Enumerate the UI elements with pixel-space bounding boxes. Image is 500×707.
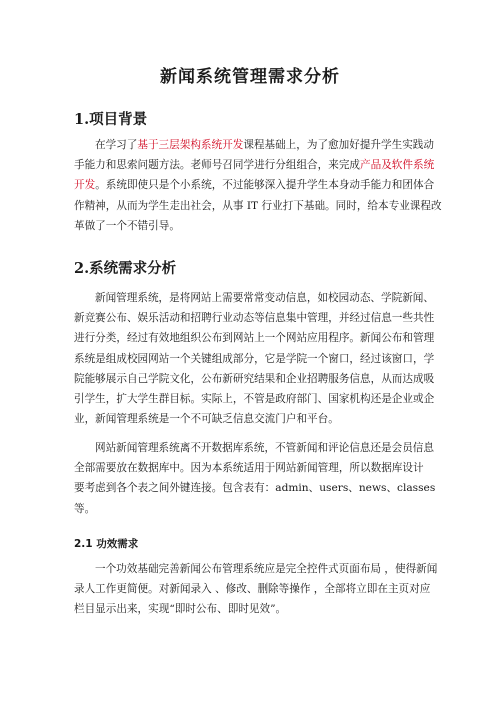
paragraph-line: 要考虑到各个表之间外键连接。包含表有：admin、users、news、classes bbox=[74, 482, 436, 495]
paragraph-line: 系统是组成校园网站一个关键组成部分，它是学院一个窗口，经过该窗口，学 bbox=[74, 352, 435, 365]
paragraph-line: 新闻管理系统，是将网站上需要常常变动信息，如校园动态、学院新闻、 bbox=[95, 292, 434, 304]
paragraph-project-background bbox=[74, 135, 442, 236]
paragraph-line bbox=[74, 135, 434, 155]
section-heading-requirements: 2.系统需求分析 bbox=[74, 260, 177, 277]
paragraph-line: 院能够展示自己学院文化，公布新研究结果和企业招聘服务信息，从而达成吸 bbox=[74, 372, 435, 385]
paragraph-line: 业，新闻管理系统是一个不可缺乏信息交流门户和平台。 bbox=[74, 413, 339, 426]
text-run: 在学习了 bbox=[95, 139, 138, 151]
highlighted-text: 开发 bbox=[74, 179, 96, 192]
text-run: 课程基础上，为了愈加好提升学生实践动 bbox=[243, 139, 434, 151]
paragraph-line: 全部需要放在数据库中。因为本系统适用于网站新闻管理，所以数据库设计 bbox=[74, 462, 424, 475]
paragraph-line: 革做了一个不错引导。 bbox=[74, 219, 180, 232]
highlighted-text: 产品及软件系统 bbox=[360, 159, 435, 172]
paragraph-functional-requirements bbox=[74, 559, 438, 620]
paragraph-requirements-1 bbox=[74, 288, 434, 429]
paragraph-line bbox=[74, 155, 434, 175]
highlighted-text: 基于三层架构系统开发 bbox=[137, 139, 244, 151]
paragraph-line: 等。 bbox=[74, 502, 96, 515]
paragraph-line: 栏目显示出来，实现“即时公布、即时见效”。 bbox=[74, 603, 287, 616]
subsection-heading-functional-requirements: 2.1 功效需求 bbox=[74, 538, 139, 550]
document-title: 新闻系统管理需求分析 bbox=[160, 67, 340, 87]
paragraph-line: 录人工作更简便。对新闻录入 、修改、删除等操作 ，全部将立即在主页对应 bbox=[74, 583, 431, 596]
paragraph-line: 作精神，从而为学生走出社会，从事 IT 行业打下基础。同时，给本专业课程改 bbox=[74, 199, 442, 212]
paragraph-line: 引学生，扩大学生群目标。实际上，不管是政府部门、国家机构还是企业或企 bbox=[74, 393, 435, 406]
paragraph-line: 网站新闻管理系统离不开数据库系统，不管新闻和评论信息还是会员信息 bbox=[95, 442, 434, 454]
section-heading-project-background: 1.项目背景 bbox=[74, 111, 148, 128]
paragraph-line: 一个功效基础完善新闻公布管理系统应是完全控件式页面布局 ，使得新闻 bbox=[95, 563, 438, 575]
text-run: 。系统即使只是个小系统，不过能够深入提升学生本身动手能力和团体合 bbox=[95, 179, 435, 192]
paragraph-requirements-2 bbox=[74, 438, 434, 519]
text-run: 手能力和思索问题方法。老师号召同学进行分组组合，来完成 bbox=[74, 159, 361, 172]
paragraph-line: 进行分类，经过有效地组织公布到网站上一个网站应用程序。新闻公布和管理 bbox=[74, 332, 435, 345]
paragraph-line: 新竞赛公布、娱乐活动和招聘行业动态等信息集中管理，并经过信息一些共性 bbox=[74, 312, 435, 325]
paragraph-line bbox=[74, 175, 434, 195]
